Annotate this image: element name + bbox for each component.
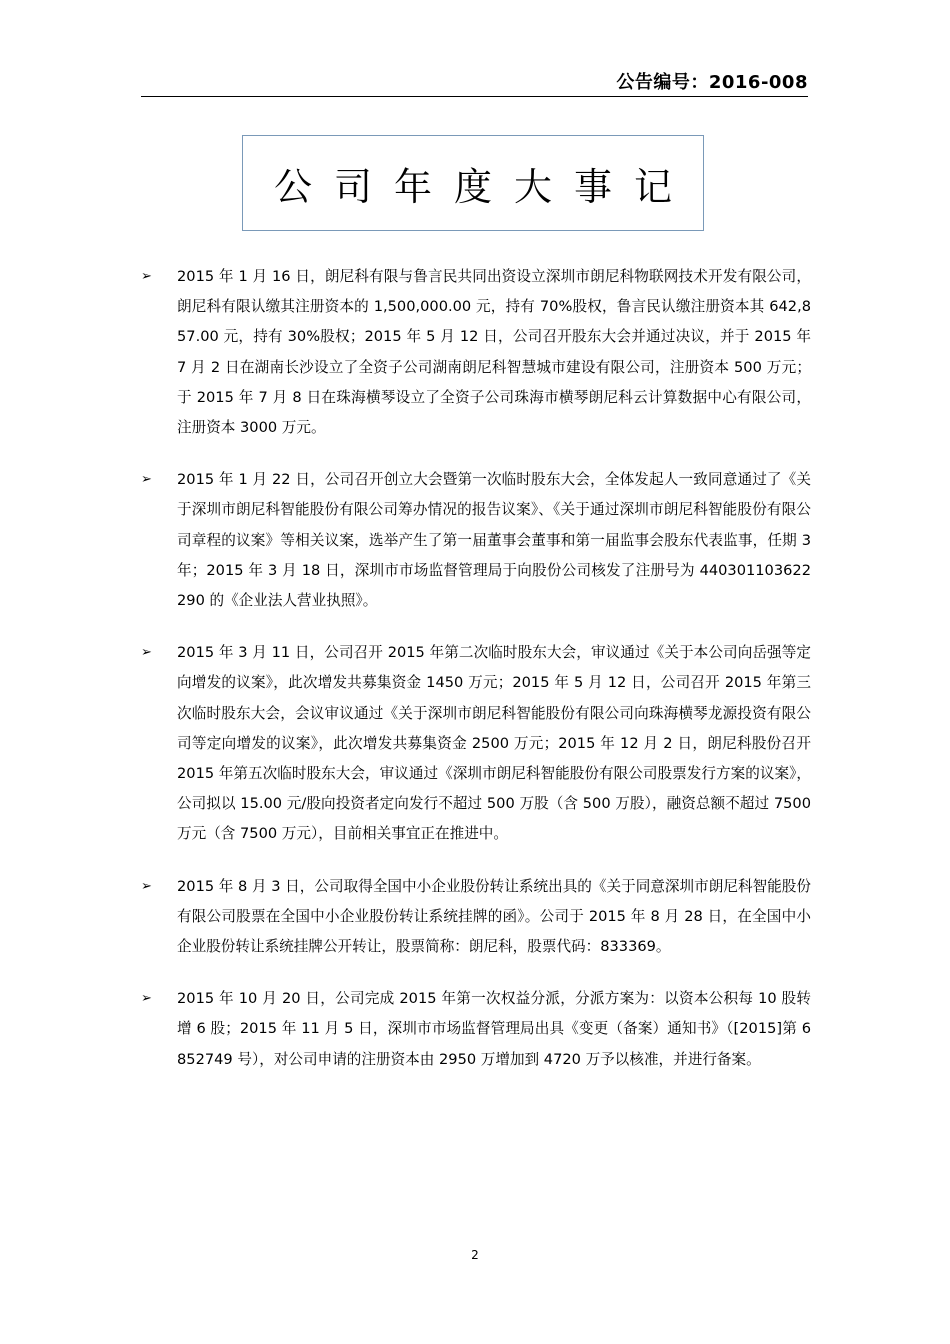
- arrow-bullet-icon: ➢: [141, 878, 152, 894]
- event-text: 2015 年 3 月 11 日，公司召开 2015 年第二次临时股东大会，审议通过《关于本公司向岳强等定向增发的议案》，此次增发共募集资金 1450 万元；2015 年 5 月 12 日，公司召开 2015 年第三次临时股东大会，会议审议通过《关于深圳市朗尼科智能股份有限公司向珠海横琴龙源投资有限公司等定向增发的议案》，此次增发共募集资金 2500 万元；2015 年 12 月 2 日，朗尼科股份召开 2015 年第五次临时股东大会，审议通过《深圳市朗尼科智能股份有限公司股票发行方案的议案》，公司拟以 15.00 元/股向投资者定向发行不超过 500 万股（含 500 万股），融资总额不超过 7500 万元（含 7500 万元），目前相关事宜正在推进中。: [177, 644, 811, 843]
- page-title: 公司年度大事记: [273, 164, 694, 209]
- notice-number: 公告编号：2016-008: [616, 72, 808, 93]
- event-text: 2015 年 10 月 20 日，公司完成 2015 年第一次权益分派，分派方案为：以资本公积每 10 股转增 6 股；2015 年 11 月 5 日，深圳市市场监督管理局出具《变更（备案）通知书》（[2015]第 6852749 号），对公司申请的注册资本由 2950 万增加到 4720 万予以核准，并进行备案。: [177, 990, 811, 1068]
- page-number: 2: [471, 1248, 479, 1262]
- event-list: [141, 262, 811, 1097]
- header-divider: [141, 96, 808, 97]
- arrow-bullet-icon: ➢: [141, 472, 152, 488]
- arrow-bullet-icon: ➢: [141, 991, 152, 1007]
- event-text: 2015 年 8 月 3 日，公司取得全国中小企业股份转让系统出具的《关于同意深圳市朗尼科智能股份有限公司股票在全国中小企业股份转让系统挂牌的函》。公司于 2015 年 8 月 28 日，在全国中小企业股份转让系统挂牌公开转让，股票简称：朗尼科，股票代码：833369。: [177, 877, 811, 956]
- arrow-bullet-icon: ➢: [141, 645, 152, 661]
- event-item: [141, 984, 811, 1075]
- event-item: [141, 262, 811, 443]
- event-text: 2015 年 1 月 22 日，公司召开创立大会暨第一次临时股东大会，全体发起人一致同意通过了《关于深圳市朗尼科智能股份有限公司筹办情况的报告议案》、《关于通过深圳市朗尼科智能股份有限公司章程的议案》等相关议案，选举产生了第一届董事会董事和第一届监事会股东代表监事，任期 3 年；2015 年 3 月 18 日，深圳市市场监督管理局于向股份公司核发了注册号为 440301103622290 的《企业法人营业执照》。: [177, 471, 811, 610]
- event-item: [141, 465, 811, 616]
- title-box: [242, 135, 704, 231]
- arrow-bullet-icon: ➢: [141, 269, 152, 284]
- event-item: [141, 638, 811, 849]
- event-item: [141, 872, 811, 963]
- event-text: 2015 年 1 月 16 日，朗尼科有限与鲁言民共同出资设立深圳市朗尼科物联网技术开发有限公司，朗尼科有限认缴其注册资本的 1,500,000.00 元，持有 70%股权，鲁言民认缴注册资本其 642,857.00 元，持有 30%股权；2015 年 5 月 12 日，公司召开股东大会并通过决议，并于 2015 年 7 月 2 日在湖南长沙设立了全资子公司湖南朗尼科智慧城市建设有限公司，注册资本 500 万元；于 2015 年 7 月 8 日在珠海横琴设立了全资子公司珠海市横琴朗尼科云计算数据中心有限公司，注册资本 3000 万元。: [177, 268, 811, 437]
